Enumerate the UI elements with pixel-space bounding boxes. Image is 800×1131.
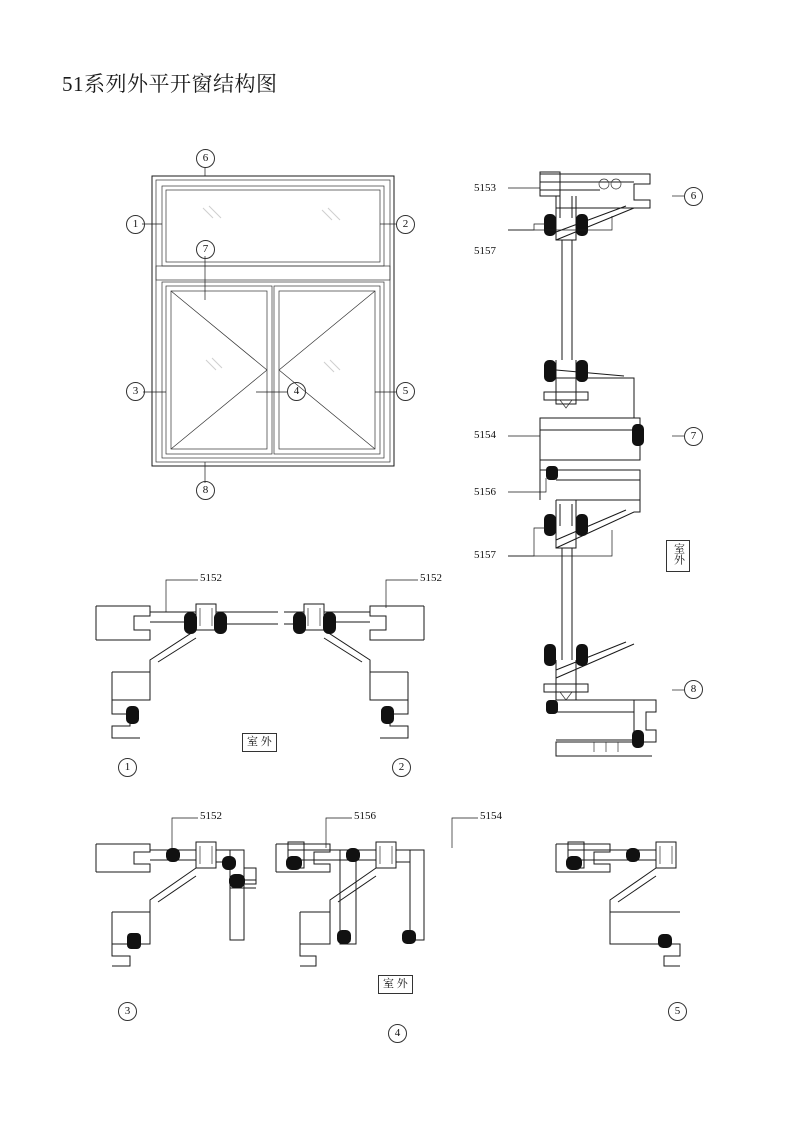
callout-7-elevation[interactable]: 7 — [196, 240, 215, 259]
outdoor-label-middle: 室 外 — [242, 733, 277, 752]
callout-8-section[interactable]: 8 — [684, 680, 703, 699]
part-code-5152-sec3: 5152 — [200, 810, 222, 822]
callout-3-elevation[interactable]: 3 — [126, 382, 145, 401]
callout-6-elevation[interactable]: 6 — [196, 149, 215, 168]
callout-8-elevation[interactable]: 8 — [196, 481, 215, 500]
part-code-5154-right: 5154 — [474, 429, 496, 441]
part-code-5156-right: 5156 — [474, 486, 496, 498]
outdoor-label-right — [666, 540, 690, 572]
part-code-5157-upper: 5157 — [474, 245, 496, 257]
callout-3-section[interactable]: 3 — [118, 1002, 137, 1021]
callout-6-section[interactable]: 6 — [684, 187, 703, 206]
part-code-5157-lower: 5157 — [474, 549, 496, 561]
callout-5-elevation[interactable]: 5 — [396, 382, 415, 401]
outdoor-label-right-text: 室外 — [672, 543, 685, 565]
callout-2-elevation[interactable]: 2 — [396, 215, 415, 234]
part-code-5154-sec5: 5154 — [480, 810, 502, 822]
callout-4-elevation[interactable]: 4 — [287, 382, 306, 401]
outdoor-label-bottom: 室 外 — [378, 975, 413, 994]
page-title: 51系列外平开窗结构图 — [62, 72, 278, 96]
callout-1-section[interactable]: 1 — [118, 758, 137, 777]
callout-7-section[interactable]: 7 — [684, 427, 703, 446]
part-code-5152-sec2: 5152 — [420, 572, 442, 584]
callout-1-elevation[interactable]: 1 — [126, 215, 145, 234]
callout-2-section[interactable]: 2 — [392, 758, 411, 777]
callout-5-section[interactable]: 5 — [668, 1002, 687, 1021]
callout-4-section[interactable]: 4 — [388, 1024, 407, 1043]
part-code-5156-sec4: 5156 — [354, 810, 376, 822]
part-code-5152-sec1: 5152 — [200, 572, 222, 584]
part-code-5153: 5153 — [474, 182, 496, 194]
